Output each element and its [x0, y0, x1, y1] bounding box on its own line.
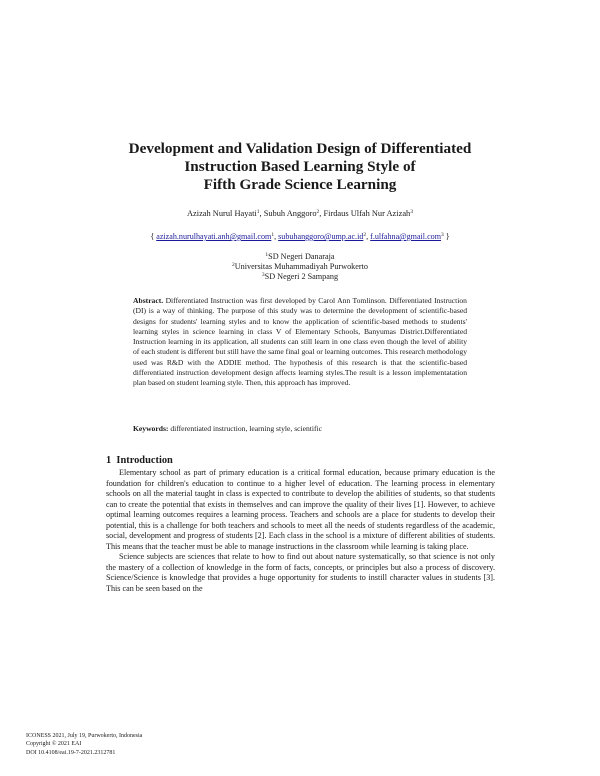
email-sup: 2: [363, 232, 367, 238]
email-link[interactable]: subuhanggoro@ump.ac.id: [278, 232, 364, 241]
keywords: [133, 424, 467, 434]
author-separator: ,: [319, 209, 324, 218]
email-separator: ,: [274, 232, 279, 241]
affiliation: [60, 252, 540, 262]
author-sup: 2: [316, 209, 320, 215]
title-line: Instruction Based Learning Style of: [184, 158, 416, 175]
author-name: Subuh Anggoro: [263, 209, 317, 218]
email-link[interactable]: azizah.nurulhayati.anh@gmail.com: [156, 232, 272, 241]
affiliations: [60, 252, 540, 282]
keywords-label: Keywords:: [133, 424, 169, 433]
affiliation-name: Universitas Muhammadiyah Purwokerto: [234, 262, 368, 271]
author-sup: 1: [256, 209, 260, 215]
author-separator: ,: [259, 209, 264, 218]
affiliation-name: SD Negeri 2 Sampang: [264, 272, 339, 281]
section-number: 1: [106, 455, 112, 466]
keywords-text: differentiated instruction, learning style, scientific: [168, 424, 323, 433]
author-emails: [40, 231, 560, 242]
email-separator: ,: [366, 232, 371, 241]
affiliation: [60, 262, 540, 272]
paragraph: Science subjects are sciences that relate to how to find out about nature systematically, so that science is not only the mastery of a collection of knowledge in the form of facts, concepts, or principles but also a process of discovery. Science/Science is knowledge that provides a huge opportunity for students to instill character values in students [3]. This can be seen based on the: [106, 552, 495, 594]
affiliation-sup: 3: [261, 272, 265, 278]
email-sup: 3: [441, 232, 444, 238]
email-close-brace: }: [443, 232, 450, 241]
author-name: Firdaus Ulfah Nur Azizah: [323, 209, 411, 218]
abstract-label: Abstract.: [133, 296, 164, 305]
footer-line: Copyright © 2021 EAI: [26, 741, 82, 748]
author-sup: 3: [410, 209, 413, 215]
section-heading: [106, 454, 173, 467]
title-line: Development and Validation Design of Differentiated: [128, 140, 472, 157]
email-sup: 1: [271, 232, 275, 238]
email-link[interactable]: f.ulfahna@gmail.com: [370, 232, 442, 241]
author-list: [60, 208, 540, 219]
affiliation-sup: 2: [231, 262, 235, 268]
title-line: Fifth Grade Science Learning: [203, 176, 397, 193]
paper-title: [60, 140, 540, 194]
paragraph: Elementary school as part of primary education is a critical formal education, because primary education is the foundation for children's education to continue to a higher level of education. The learning process in elementary schools on all the material taught in class is expected to contribute to develop the abilities of students, so that students can to create the potential that exists in themselves and can improve the quality of their lives [1]. However, to achieve optimal learning outcomes requires a learning process. Teachers and schools are a place for students to develop their potential, this is a challenge for both teachers and schools to meet all the needs of students regardless of the academic, social, development and progress of students [2]. Each class in the school is a mixture of different abilities of students. This means that the teacher must be able to manage instructions in the classroom while learning is taking place.: [106, 468, 495, 551]
abstract: [133, 296, 467, 388]
introduction-body: [106, 468, 495, 595]
section-title: Introduction: [116, 455, 173, 466]
abstract-text: Differentiated Instruction was first developed by Carol Ann Tomlinson. Differentiated Instruction (DI) is a way of thinking. The purpose of this study was to determine the development of scientific-based designs for students' learning styles and to know the application of scientific-based methods to students' learning styles in science learning in class V of Elementary Schools, Banyumas District.Differentiated Instruction learning in its application, all students can still learn in one class even though the level of ability of each student is different but still have the same final goal or learning outcomes. This research methodology used was R&D with the ADDIE method. The hypothesis of this research is that the scientific-based differentiated instruction development design affects learning styles.The result is a lesson implementatation plan based on student learning style. Then, this approach has improved.: [133, 296, 467, 387]
email-open-brace: {: [150, 232, 157, 241]
author-name: Azizah Nurul Hayati: [187, 209, 257, 218]
footer-line: ICONESS 2021, July 19, Purwokerto, Indonesia: [26, 733, 143, 739]
affiliation-name: SD Negeri Danaraja: [268, 252, 335, 261]
affiliation: [60, 272, 540, 282]
footer-line: DOI 10.4108/eai.19-7-2021.2312781: [26, 749, 116, 756]
affiliation-sup: 1: [265, 252, 269, 258]
page-footer: [26, 732, 142, 757]
